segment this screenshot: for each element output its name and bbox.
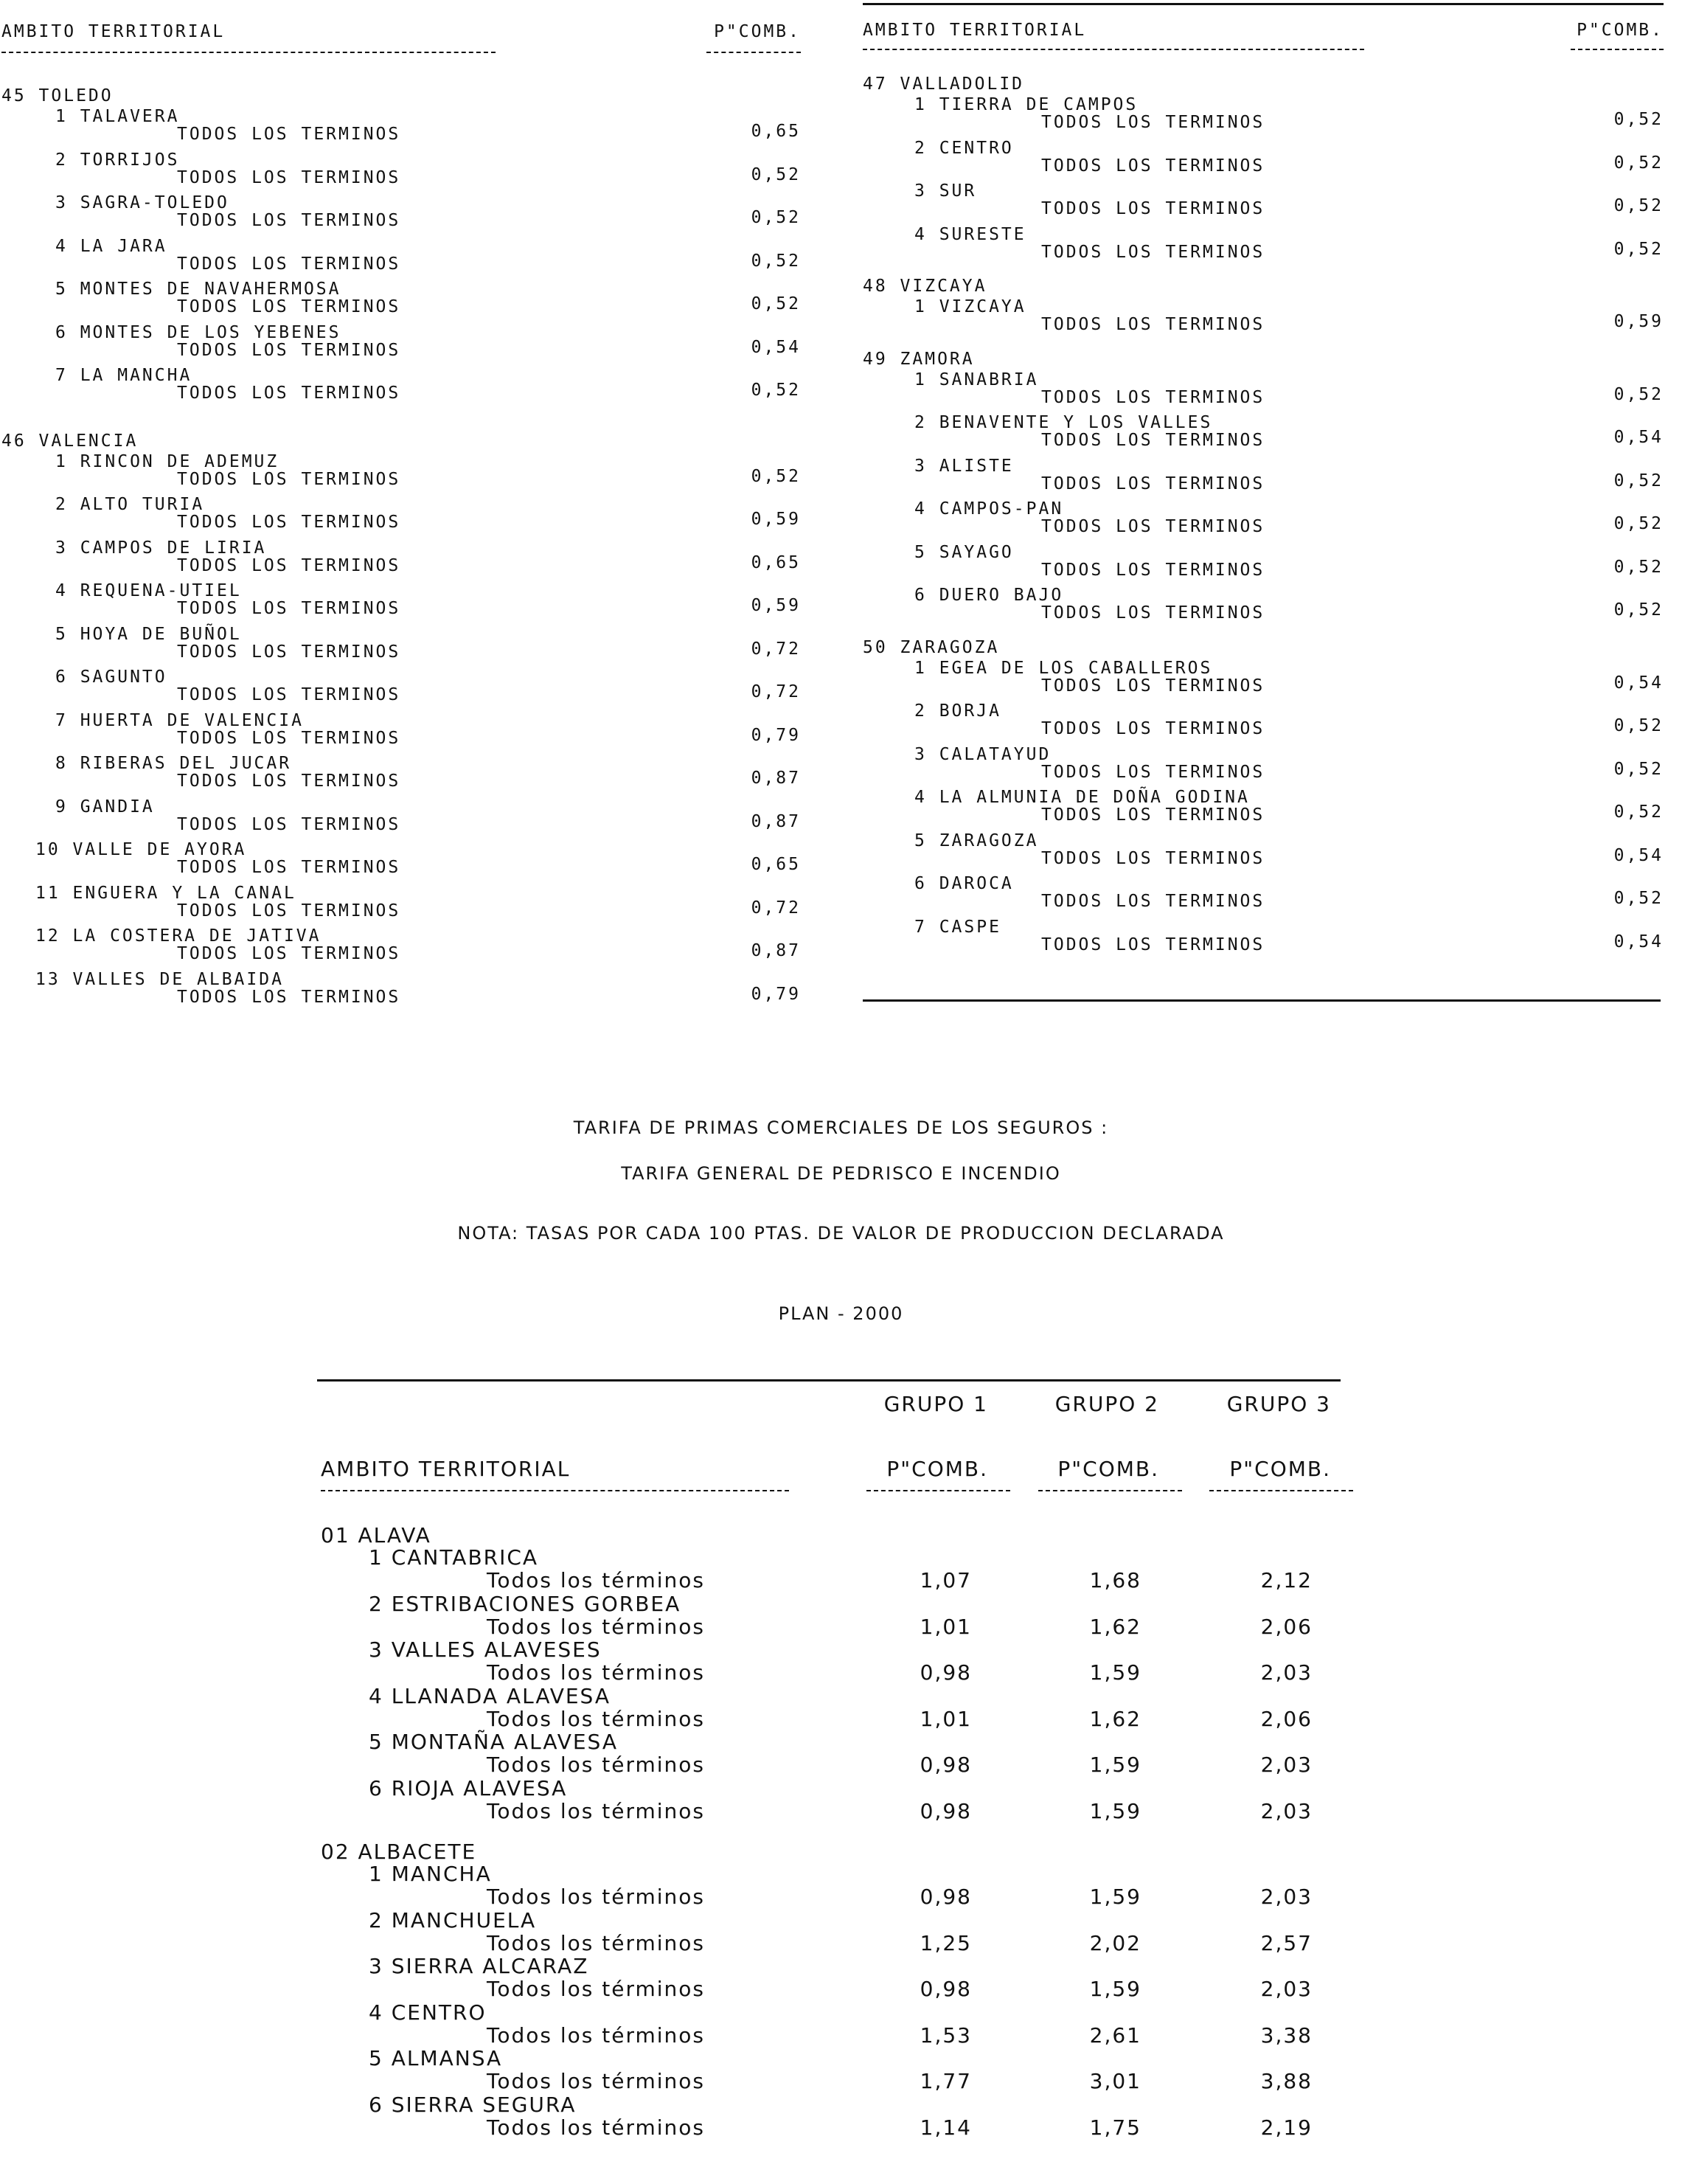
comarca-label: 6 DUERO BAJO xyxy=(914,586,1064,605)
term-label: Todos los términos xyxy=(487,2022,706,2048)
province-label: 47 VALLADOLID xyxy=(863,74,1025,94)
comarca-label: 2 CENTRO xyxy=(914,138,1014,158)
comarca-label: 1 TIERRA DE CAMPOS xyxy=(914,95,1139,114)
comarca-label: 6 SAGUNTO xyxy=(55,668,167,687)
upper-right-bottom-rule xyxy=(863,999,1661,1002)
rate-value: 2,03 xyxy=(1260,1977,1313,2001)
comarca-label: 3 VALLES ALAVESES xyxy=(369,1637,602,1662)
comarca-label: 1 EGEA DE LOS CABALLEROS xyxy=(914,658,1213,678)
rate-value: 2,06 xyxy=(1260,1706,1313,1731)
rate-value: 0,52 xyxy=(751,294,801,313)
term-label: Todos los términos xyxy=(487,2115,706,2140)
comarca-label: 2 BENAVENTE Y LOS VALLES xyxy=(914,413,1213,432)
comarca-label: 1 TALAVERA xyxy=(55,107,180,126)
rate-value: 0,52 xyxy=(1613,384,1664,404)
rate-value: 2,03 xyxy=(1260,1660,1313,1685)
rate-value: 1,77 xyxy=(920,2069,972,2093)
comarca-label: 13 VALLES DE ALBAIDA xyxy=(35,969,284,989)
province-label: 02 ALBACETE xyxy=(321,1840,477,1864)
province-label: 46 VALENCIA xyxy=(1,431,139,451)
term-label: TODOS LOS TERMINOS xyxy=(1041,517,1265,536)
plan-val-underline-1 xyxy=(866,1490,1010,1491)
term-label: TODOS LOS TERMINOS xyxy=(1041,431,1265,450)
rate-value: 2,06 xyxy=(1260,1614,1313,1639)
rate-value: 3,88 xyxy=(1260,2069,1313,2093)
rate-value: 0,98 xyxy=(920,1753,972,1777)
upper-right-val-header: P"COMB. xyxy=(1577,21,1664,40)
rate-value: 0,54 xyxy=(751,337,801,357)
term-label: TODOS LOS TERMINOS xyxy=(177,814,401,834)
comarca-label: 6 MONTES DE LOS YEBENES xyxy=(55,322,341,342)
comarca-label: 5 HOYA DE BUÑOL xyxy=(55,624,242,644)
rate-value: 3,01 xyxy=(1089,2069,1141,2093)
rate-value: 1,53 xyxy=(920,2022,972,2048)
plan-val-header-2: P"COMB. xyxy=(1057,1457,1159,1481)
term-label: TODOS LOS TERMINOS xyxy=(177,384,401,403)
rate-value: 0,52 xyxy=(1613,716,1664,735)
rate-value: 0,52 xyxy=(1613,557,1664,577)
comarca-label: 5 ALMANSA xyxy=(369,2046,503,2070)
rate-value: 2,12 xyxy=(1260,1568,1313,1592)
term-label: TODOS LOS TERMINOS xyxy=(177,513,401,532)
plan-val-underline-2 xyxy=(1038,1490,1182,1491)
term-label: TODOS LOS TERMINOS xyxy=(177,901,401,921)
comarca-label: 3 SAGRA-TOLEDO xyxy=(55,193,229,212)
term-label: TODOS LOS TERMINOS xyxy=(1041,762,1265,782)
term-label: TODOS LOS TERMINOS xyxy=(177,125,401,144)
comarca-label: 7 LA MANCHA xyxy=(55,366,192,385)
upper-left-val-header: P"COMB. xyxy=(714,22,801,41)
group-3-header: GRUPO 3 xyxy=(1226,1392,1331,1416)
rate-value: 2,03 xyxy=(1260,1885,1313,1909)
tariff-title: TARIFA DE PRIMAS COMERCIALES DE LOS SEGUROS : xyxy=(573,1117,1109,1138)
rate-value: 0,98 xyxy=(920,1660,972,1685)
rate-value: 0,72 xyxy=(751,639,801,659)
term-label: Todos los términos xyxy=(487,2069,706,2093)
rate-value: 2,19 xyxy=(1260,2115,1313,2140)
comarca-label: 2 MANCHUELA xyxy=(369,1907,537,1932)
comarca-label: 6 SIERRA SEGURA xyxy=(369,2092,577,2117)
term-label: Todos los términos xyxy=(487,1885,706,1909)
rate-value: 1,75 xyxy=(1089,2115,1141,2140)
comarca-label: 2 ALTO TURIA xyxy=(55,495,205,514)
term-label: TODOS LOS TERMINOS xyxy=(1041,560,1265,580)
comarca-label: 3 ALISTE xyxy=(914,456,1014,476)
upper-right-col-header: AMBITO TERRITORIAL xyxy=(863,21,1087,40)
rate-value: 0,87 xyxy=(751,941,801,960)
term-label: TODOS LOS TERMINOS xyxy=(1041,848,1265,868)
rate-value: 0,52 xyxy=(751,164,801,184)
rate-value: 1,62 xyxy=(1089,1614,1141,1639)
comarca-label: 3 CALATAYUD xyxy=(914,744,1052,764)
comarca-label: 8 RIBERAS DEL JUCAR xyxy=(55,754,292,773)
term-label: TODOS LOS TERMINOS xyxy=(177,772,401,791)
term-label: TODOS LOS TERMINOS xyxy=(177,340,401,360)
rate-value: 1,68 xyxy=(1089,1568,1141,1592)
rate-value: 1,01 xyxy=(920,1706,972,1731)
term-label: TODOS LOS TERMINOS xyxy=(1041,935,1265,954)
term-label: TODOS LOS TERMINOS xyxy=(1041,805,1265,825)
term-label: TODOS LOS TERMINOS xyxy=(177,728,401,748)
upper-right-top-rule xyxy=(863,3,1664,5)
plan-val-header-1: P"COMB. xyxy=(886,1457,988,1481)
rate-value: 0,87 xyxy=(751,769,801,788)
rate-value: 0,52 xyxy=(1613,239,1664,259)
comarca-label: 4 SURESTE xyxy=(914,224,1026,244)
comarca-label: 11 ENGUERA Y LA CANAL xyxy=(35,883,296,903)
rate-value: 0,79 xyxy=(751,984,801,1004)
rate-value: 0,52 xyxy=(1613,471,1664,490)
comarca-label: 1 SANABRIA xyxy=(914,370,1039,389)
plan-table-top-rule xyxy=(317,1379,1341,1382)
rate-value: 1,14 xyxy=(920,2115,972,2140)
term-label: TODOS LOS TERMINOS xyxy=(1041,892,1265,911)
term-label: TODOS LOS TERMINOS xyxy=(1041,474,1265,493)
rate-value: 0,52 xyxy=(1613,110,1664,129)
term-label: TODOS LOS TERMINOS xyxy=(177,254,401,274)
rate-value: 0,98 xyxy=(920,1977,972,2001)
term-label: Todos los términos xyxy=(487,1660,706,1685)
rate-value: 0,52 xyxy=(751,208,801,227)
province-label: 01 ALAVA xyxy=(321,1523,431,1547)
province-label: 45 TOLEDO xyxy=(1,86,114,105)
term-label: Todos los términos xyxy=(487,1614,706,1639)
term-label: TODOS LOS TERMINOS xyxy=(177,987,401,1007)
rate-value: 0,87 xyxy=(751,811,801,831)
comarca-label: 5 SAYAGO xyxy=(914,542,1014,562)
comarca-label: 4 LLANADA ALAVESA xyxy=(369,1683,611,1708)
rate-value: 1,59 xyxy=(1089,1753,1141,1777)
term-label: TODOS LOS TERMINOS xyxy=(177,599,401,618)
rate-value: 0,72 xyxy=(751,898,801,918)
rate-value: 1,59 xyxy=(1089,1885,1141,1909)
plan-label: PLAN - 2000 xyxy=(778,1303,904,1324)
term-label: TODOS LOS TERMINOS xyxy=(177,469,401,489)
comarca-label: 7 HUERTA DE VALENCIA xyxy=(55,710,304,730)
rate-value: 1,25 xyxy=(920,1930,972,1955)
rate-value: 0,65 xyxy=(751,122,801,141)
term-label: Todos los términos xyxy=(487,1977,706,2001)
term-label: TODOS LOS TERMINOS xyxy=(1041,199,1265,218)
comarca-label: 4 LA ALMUNIA DE DOÑA GODINA xyxy=(914,788,1250,807)
tariff-note: NOTA: TASAS POR CADA 100 PTAS. DE VALOR DE PRODUCCION DECLARADA xyxy=(457,1223,1225,1244)
rate-value: 0,79 xyxy=(751,725,801,745)
rate-value: 0,52 xyxy=(751,251,801,271)
term-label: TODOS LOS TERMINOS xyxy=(177,944,401,963)
term-label: TODOS LOS TERMINOS xyxy=(177,642,401,662)
comarca-label: 1 MANCHA xyxy=(369,1862,492,1886)
province-label: 49 ZAMORA xyxy=(863,349,975,369)
term-label: TODOS LOS TERMINOS xyxy=(177,211,401,230)
rate-value: 0,52 xyxy=(1613,196,1664,215)
comarca-label: 3 CAMPOS DE LIRIA xyxy=(55,538,267,558)
rate-value: 0,59 xyxy=(751,510,801,529)
rate-value: 0,54 xyxy=(1613,428,1664,447)
term-label: TODOS LOS TERMINOS xyxy=(1041,676,1265,696)
term-label: TODOS LOS TERMINOS xyxy=(177,297,401,316)
term-label: TODOS LOS TERMINOS xyxy=(1041,387,1265,407)
rate-value: 0,72 xyxy=(751,682,801,701)
term-label: Todos los términos xyxy=(487,1798,706,1823)
group-2-header: GRUPO 2 xyxy=(1054,1392,1159,1416)
upper-right-header-underline xyxy=(863,49,1364,50)
comarca-label: 1 CANTABRICA xyxy=(369,1545,539,1570)
comarca-label: 4 CAMPOS-PAN xyxy=(914,499,1064,519)
comarca-label: 5 MONTAÑA ALAVESA xyxy=(369,1730,618,1754)
rate-value: 2,03 xyxy=(1260,1753,1313,1777)
rate-value: 2,03 xyxy=(1260,1798,1313,1823)
rate-value: 0,54 xyxy=(1613,673,1664,693)
comarca-label: 12 LA COSTERA DE JATIVA xyxy=(35,926,322,946)
rate-value: 0,52 xyxy=(1613,759,1664,779)
rate-value: 1,59 xyxy=(1089,1977,1141,2001)
comarca-label: 3 SUR xyxy=(914,181,977,201)
term-label: Todos los términos xyxy=(487,1568,706,1592)
province-label: 50 ZARAGOZA xyxy=(863,637,1000,657)
rate-value: 0,59 xyxy=(1613,312,1664,331)
comarca-label: 9 GANDIA xyxy=(55,797,155,817)
comarca-label: 2 ESTRIBACIONES GORBEA xyxy=(369,1591,681,1616)
rate-value: 0,52 xyxy=(751,381,801,400)
province-label: 48 VIZCAYA xyxy=(863,277,987,296)
term-label: TODOS LOS TERMINOS xyxy=(1041,156,1265,176)
upper-right-val-underline xyxy=(1571,49,1664,50)
rate-value: 0,52 xyxy=(751,466,801,486)
plan-col-header: AMBITO TERRITORIAL xyxy=(321,1457,571,1481)
rate-value: 0,98 xyxy=(920,1798,972,1823)
rate-value: 1,59 xyxy=(1089,1660,1141,1685)
plan-val-header-3: P"COMB. xyxy=(1229,1457,1331,1481)
rate-value: 0,59 xyxy=(751,596,801,615)
term-label: TODOS LOS TERMINOS xyxy=(1041,603,1265,623)
comarca-label: 1 RINCON DE ADEMUZ xyxy=(55,451,279,471)
term-label: Todos los términos xyxy=(487,1706,706,1731)
comarca-label: 2 TORRIJOS xyxy=(55,150,180,170)
upper-left-header-underline xyxy=(1,52,496,53)
rate-value: 0,54 xyxy=(1613,845,1664,865)
term-label: TODOS LOS TERMINOS xyxy=(177,555,401,575)
term-label: TODOS LOS TERMINOS xyxy=(1041,315,1265,334)
term-label: Todos los términos xyxy=(487,1753,706,1777)
comarca-label: 10 VALLE DE AYORA xyxy=(35,840,247,859)
comarca-label: 6 DAROCA xyxy=(914,874,1014,893)
comarca-label: 5 ZARAGOZA xyxy=(914,831,1039,850)
rate-value: 0,52 xyxy=(1613,600,1664,620)
rate-value: 0,65 xyxy=(751,855,801,874)
comarca-label: 6 RIOJA ALAVESA xyxy=(369,1775,568,1800)
rate-value: 0,52 xyxy=(1613,153,1664,173)
comarca-label: 4 LA JARA xyxy=(55,236,167,256)
upper-left-val-underline xyxy=(706,52,801,53)
term-label: TODOS LOS TERMINOS xyxy=(1041,242,1265,262)
rate-value: 2,02 xyxy=(1089,1930,1141,1955)
comarca-label: 4 REQUENA-UTIEL xyxy=(55,581,242,600)
upper-left-col-header: AMBITO TERRITORIAL xyxy=(1,22,226,41)
comarca-label: 5 MONTES DE NAVAHERMOSA xyxy=(55,280,341,299)
rate-value: 1,62 xyxy=(1089,1706,1141,1731)
rate-value: 1,07 xyxy=(920,1568,972,1592)
rate-value: 0,52 xyxy=(1613,889,1664,908)
term-label: TODOS LOS TERMINOS xyxy=(177,858,401,877)
plan-val-underline-3 xyxy=(1209,1490,1353,1491)
term-label: TODOS LOS TERMINOS xyxy=(177,167,401,187)
rate-value: 2,61 xyxy=(1089,2022,1141,2048)
group-1-header: GRUPO 1 xyxy=(883,1392,988,1416)
rate-value: 0,52 xyxy=(1613,514,1664,533)
rate-value: 1,01 xyxy=(920,1614,972,1639)
rate-value: 0,98 xyxy=(920,1885,972,1909)
rate-value: 0,52 xyxy=(1613,802,1664,822)
rate-value: 3,38 xyxy=(1260,2022,1313,2048)
comarca-label: 3 SIERRA ALCARAZ xyxy=(369,1954,589,1978)
rate-value: 1,59 xyxy=(1089,1798,1141,1823)
rate-value: 0,54 xyxy=(1613,932,1664,951)
rate-value: 0,65 xyxy=(751,552,801,572)
term-label: TODOS LOS TERMINOS xyxy=(1041,719,1265,738)
rate-value: 2,57 xyxy=(1260,1930,1313,1955)
term-label: TODOS LOS TERMINOS xyxy=(1041,113,1265,132)
term-label: Todos los términos xyxy=(487,1930,706,1955)
term-label: TODOS LOS TERMINOS xyxy=(177,685,401,704)
comarca-label: 1 VIZCAYA xyxy=(914,297,1026,316)
comarca-label: 7 CASPE xyxy=(914,917,1001,937)
comarca-label: 2 BORJA xyxy=(914,701,1001,721)
tariff-subtitle: TARIFA GENERAL DE PEDRISCO E INCENDIO xyxy=(621,1163,1061,1184)
comarca-label: 4 CENTRO xyxy=(369,2000,487,2025)
plan-col-underline xyxy=(321,1490,789,1491)
